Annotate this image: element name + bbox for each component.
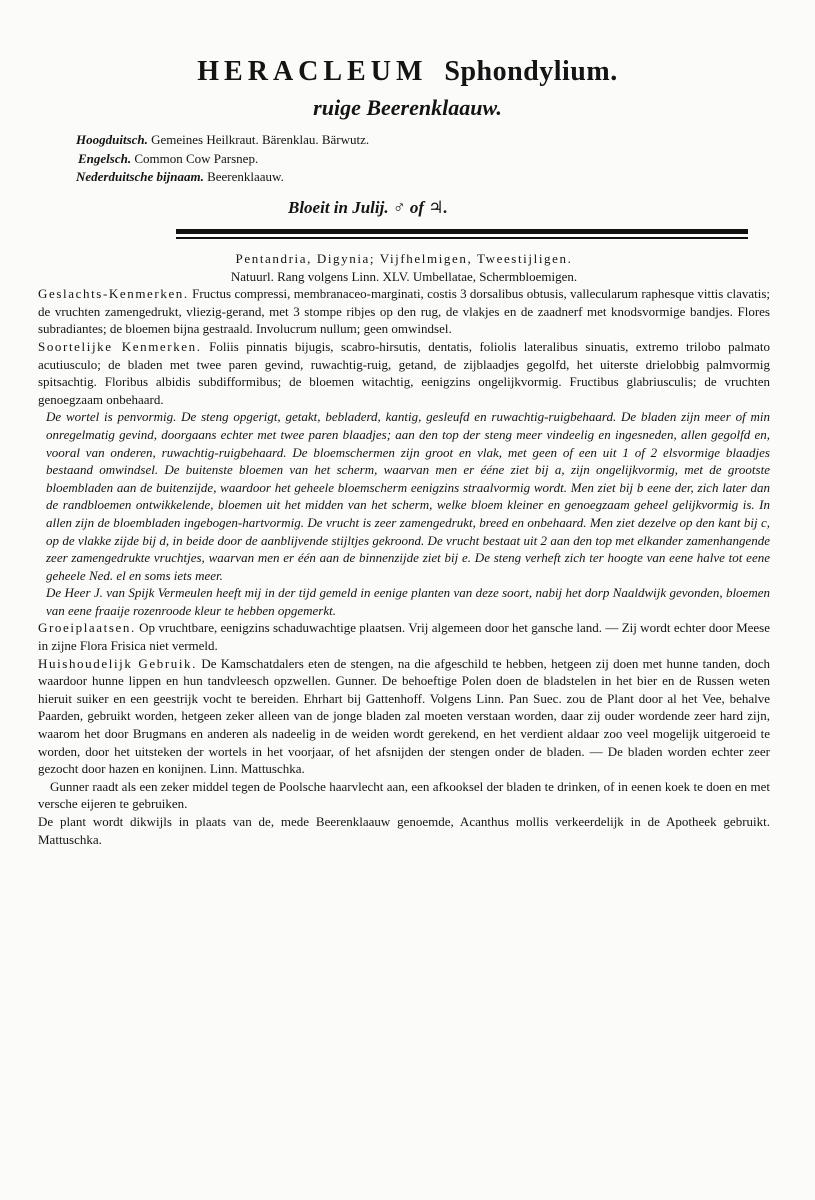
habitat-label: Groeiplaatsen. [38,620,136,636]
german-names: Gemeines Heilkraut. Bärenklau. Bärwutz. [151,132,370,147]
genus-label: Geslachts-Kenmerken. [38,286,189,302]
dutch-label: Nederduitsche bijnaam. [76,169,204,184]
english-label: Engelsch. [78,150,132,166]
habitat-text: Op vruchtbare, eenigzins schaduwachtige plaatsen. Vrij algemeen door het gansche land. — Zij wordt echter door Meese in zijne Flora Frisica niet vermeld. [38,620,770,654]
species-label: Soortelijke Kenmerken. [38,338,202,354]
description-paragraph: De wortel is penvormig. De steng opgerigt, getakt, bebladerd, kantig, gesleufd en ruwachtig-ruigbehaard. De bladen zijn meer of min onregelmatig gevind, doorgaans echter met twee paren blaadjes; aan den top der steng meer vindeelig en ingesneden, allen gegolfd en, vooral van onderen, ruwachtig-ruigbehaard. De bloemschermen zijn groot en vlak, met geen of een uit 1 of 2 elsvormige blaadjes bestaand omwindsel. De buitenste bloemen van het scherm, waarvan men er ééne ziet bij a, zijn ongelijkvormig, met de grootste bloembladen aan de buitenzijde, waardoor het geheele bloemscherm eenigzins straalvormig wordt. Men ziet bij b eene der, zich later dan de randbloemen ontwikkelende, bloemen uit het midden van het scherm, welke bloem kleiner en genoegzaam geheel gelijkvormig is. In allen zijn de bloembladen ingebogen-hartvormig. De vrucht is zeer zamengedrukt, breed en onbehaard. Men ziet dezelve op den kant bij c, op de vlakke zijde bij d, in beide door de aanblijvende stijltjes gekroond. De vrucht bestaat uit 2 aan den top met elkander zamenhangende zeer zamengedrukte vruchtjes, waarvan men er één aan de binnenzijde ziet bij e. De steng verheft zich ter hoogte van eene halve tot eene geheele Ned. el en soms iets meer. [46,409,770,583]
species-characteristics [38,338,770,408]
genus-characteristics [38,285,770,338]
page-title [0,55,815,89]
divider-thick [176,229,748,234]
english-names: Common Cow Parsnep. [134,150,259,166]
uses-text: De Kamschatdalers eten de stengen, na die afgeschild te hebben, hetgeen zij doen met hunne tanden, doch waardoor hunne lippen en hun tandvleesch opzwellen. Gunner. De behoeftige Polen doen de bladstelen in het bier en de Russen weten hieruit suiker en een geestrijk vocht te bereiden. Ehrhart bij Gattenhoff. Volgens Linn. Pan Suec. zou de Plant door al het Vee, behalve Paarden, gebruikt worden, hetgeen zeker alleen van de jonge bladen zal moeten verstaan worden, daar zij ouder wordende zeer hard zijn, waarom het door Brugmans en anderen als nadeelig in de weiden wordt gerekend, en het verdient aldaar zoo veel mogelijk uitgeroeid te worden, door het uitsteken der wortels in het voorjaar, of het afsnijden der stengen onder de bladen. — De bladen worden echter zeer gezocht door hazen en konijnen. Linn. Mattuschka. [38,655,770,777]
german-label: Hoogduitsch. [76,132,148,147]
main-text [38,250,770,848]
german-name-line [76,131,369,150]
dutch-name-line [76,168,369,187]
habitat-paragraph [38,619,770,654]
species-name: Sphondylium. [444,56,618,87]
classification-line-2: Natuurl. Rang volgens Linn. XLV. Umbellatae, Schermbloemigen. [230,268,578,284]
remedy-paragraph: Gunner raadt als een zeker middel tegen de Poolsche haarvlecht aan, een afkooksel der bladen te drinken, of in eenen koek te doen en met versche eijeren te gebruiken. [38,778,770,812]
species-text: Foliis pinnatis bijugis, scabro-hirsutis, dentatis, foliolis lateralibus sinuatis, extremo trilobo palmato acutiusculo; de bladen met twee paren gevind, ruwachtig-ruig, getand, de zijblaadjes gegolfd, het uiterste drielobbig palmvormig spitsachtig. Floribus albidis subdifformibus; de bloemen witachtig, eenigzins ongelijkvormig. Fructibus glabriusculis; de vruchten genoegzaam onbehaard. [38,338,771,407]
genus-text: Fructus compressi, membranaceo-marginati, costis 3 dorsalibus obtusis, vallecularum raphesque vittis clavatis; de vruchten zamengedrukt, vliezig-gerand, met 3 stompe ribjes op den rug, de vlakjes en de zaadnerf met knodsvormige bandjes. Flores subradiantes; de bloemen bijna gestraald. Involucrum nullum; geen omwindsel. [38,286,771,337]
uses-label: Huishoudelijk Gebruik. [38,655,198,671]
observation-paragraph: De Heer J. van Spijk Vermeulen heeft mij in der tijd gemeld in eenige planten van deze soort, nabij het dorp Naaldwijk gevonden, bloemen van eene fraaije rozenroode kleur te hebben opgemerkt. [46,585,770,618]
dutch-common-name: ruige Beerenklaauw. [313,95,502,120]
classification-line-1: Pentandria, Digynia; Vijfhelmigen, Tweestijligen. [235,251,573,266]
dutch-names: Beerenklaauw. [207,169,284,184]
english-name-line [76,150,369,169]
genus-name: HERACLEUM [197,56,428,87]
uses-paragraph [38,655,770,778]
vernacular-names [76,131,369,187]
pharmacy-paragraph: De plant wordt dikwijls in plaats van de, mede Beerenklaauw genoemde, Acanthus mollis verkeerdelijk in de Apotheek gebruikt. Mattuschka. [38,814,770,847]
divider-thin [176,237,748,239]
bloom-period: Bloeit in Julij. ♂ of ♃. [288,198,448,217]
